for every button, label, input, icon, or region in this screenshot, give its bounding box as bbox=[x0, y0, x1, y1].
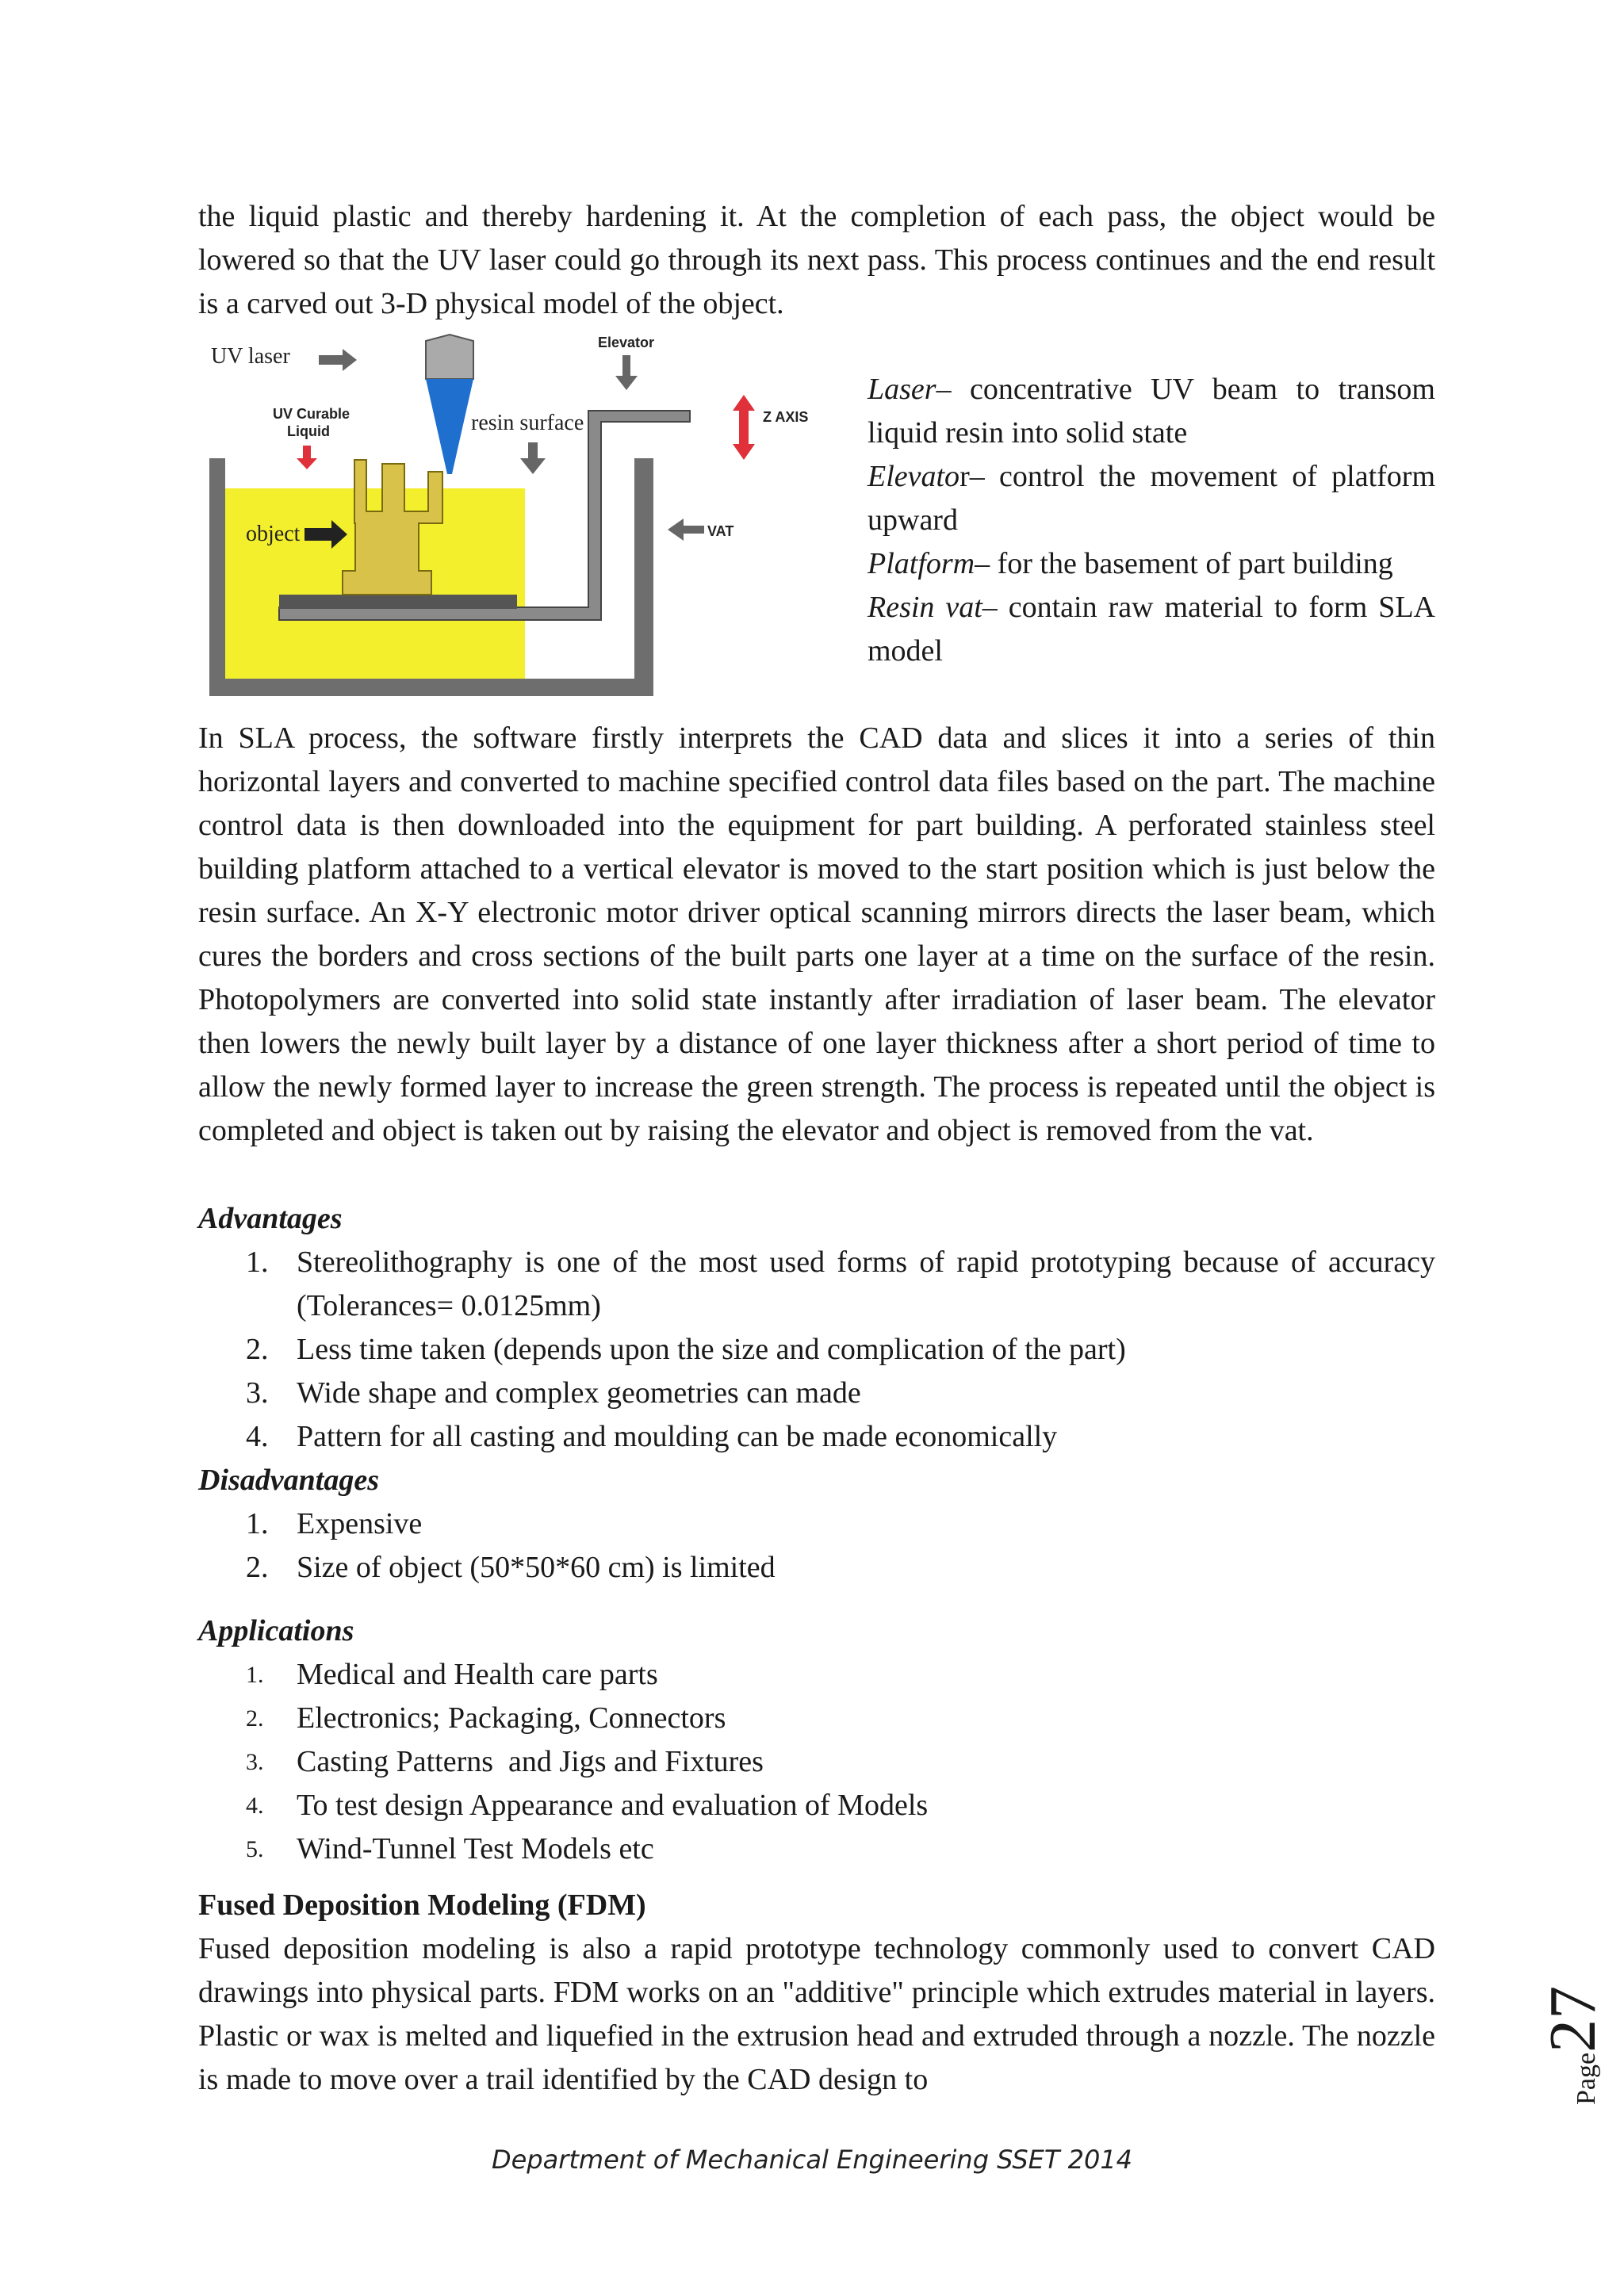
page-number bbox=[1519, 1970, 1614, 2129]
liquid-arrow bbox=[297, 446, 317, 469]
list-item: 2. Electronics; Packaging, Connectors bbox=[246, 1701, 726, 1735]
page-label: Page bbox=[1572, 2052, 1601, 2105]
definition-laser: Laser– concentrative UV beam to transom liquid resin into solid state bbox=[868, 373, 1435, 450]
disadvantages-list bbox=[198, 1502, 1435, 1590]
label-liquid: Liquid bbox=[287, 423, 330, 439]
list-item: 1. Expensive bbox=[246, 1507, 423, 1540]
advantages-list bbox=[198, 1241, 1435, 1459]
list-item: 4. To test design Appearance and evaluation of Models bbox=[246, 1789, 929, 1822]
applications-heading: Applications bbox=[198, 1614, 354, 1647]
list-item: 1. Medical and Health care parts bbox=[246, 1658, 658, 1691]
advantages-heading: Advantages bbox=[198, 1202, 343, 1235]
applications-list bbox=[198, 1653, 1435, 1871]
vat-wall-right bbox=[634, 458, 653, 696]
label-z-axis: Z AXIS bbox=[763, 409, 809, 425]
laser-head bbox=[426, 335, 473, 379]
vat-wall-bottom bbox=[209, 679, 653, 696]
sla-process-paragraph: In SLA process, the software firstly interprets the CAD data and slices it into a series of thin horizontal layers and converted to machine specified control data files based on the part. The machine control data is then downloaded into the equipment for part building. A perforated stainless steel building platform attached to a vertical elevator is moved to the start position which is just below the resin surface. An X-Y electronic motor driver optical scanning mirrors directs the laser beam, which cures the borders and cross sections of the built parts one layer at a time on the surface of the resin. Photopolymers are converted into solid state instantly after irradiation of laser beam. The elevator then lowers the newly built layer by a distance of one layer thickness after a short period of time to allow the newly formed layer to increase the green strength. The process is repeated until the object is completed and object is taken out by raising the elevator and object is removed from the vat. bbox=[198, 721, 1435, 1147]
fdm-paragraph: Fused deposition modeling is also a rapid prototype technology commonly used to convert CAD drawings into physical parts. FDM works on an "additive" principle which extrudes material in layers. Plastic or wax is melted and liquefied in the extrusion head and extruded through a nozzle. The nozzle is made to move over a trail identified by the CAD design to bbox=[198, 1932, 1435, 2096]
list-item: 1. Stereolithography is one of the most used forms of rapid prototyping because of accuracy (Tolerances= 0.0125mm) bbox=[246, 1246, 1435, 1322]
vat-wall-left bbox=[209, 458, 225, 696]
list-item: 4. Pattern for all casting and moulding can be made economically bbox=[246, 1420, 1058, 1453]
list-item: 5. Wind-Tunnel Test Models etc bbox=[246, 1832, 654, 1866]
platform bbox=[279, 595, 517, 609]
label-uv-laser: UV laser bbox=[211, 344, 290, 369]
definition-resin-vat: Resin vat– contain raw material to form SLA model bbox=[868, 591, 1435, 668]
page-number-rotated bbox=[1534, 1986, 1611, 2105]
vat-arrow bbox=[668, 519, 704, 541]
definition-elevator: Elevator– control the movement of platform upward bbox=[868, 460, 1435, 537]
sla-diagram bbox=[200, 333, 826, 698]
label-uv-curable: UV Curable bbox=[273, 406, 350, 422]
uv-laser-arrow bbox=[319, 349, 357, 371]
elevator-arrow bbox=[615, 355, 638, 390]
label-object: object bbox=[246, 522, 301, 546]
page-number-value: 27 bbox=[1536, 1985, 1610, 2053]
label-resin-surface: resin surface bbox=[471, 411, 584, 435]
definition-platform: Platform– for the basement of part building bbox=[868, 547, 1393, 580]
z-axis-arrow bbox=[733, 395, 755, 460]
resin-surface-arrow bbox=[520, 442, 546, 474]
fdm-heading: Fused Deposition Modeling (FDM) bbox=[198, 1888, 646, 1922]
list-item: 3. Wide shape and complex geometries can made bbox=[246, 1376, 861, 1410]
list-item: 2. Less time taken (depends upon the size and complication of the part) bbox=[246, 1333, 1126, 1366]
list-item: 2. Size of object (50*50*60 cm) is limited bbox=[246, 1551, 776, 1584]
label-elevator: Elevator bbox=[598, 335, 655, 350]
uv-beam bbox=[426, 379, 473, 474]
intro-paragraph: the liquid plastic and thereby hardening it. At the completion of each pass, the object would be lowered so that the UV laser could go through its next pass. This process continues and the end result is a carved out 3-D physical model of the object. bbox=[198, 200, 1435, 320]
component-definitions bbox=[868, 368, 1435, 673]
list-item: 3. Casting Patterns and Jigs and Fixtures bbox=[246, 1745, 764, 1778]
page-footer: Department of Mechanical Engineering SSET 2014 bbox=[491, 2145, 1133, 2175]
disadvantages-heading: Disadvantages bbox=[198, 1464, 379, 1497]
label-vat: VAT bbox=[707, 523, 734, 539]
